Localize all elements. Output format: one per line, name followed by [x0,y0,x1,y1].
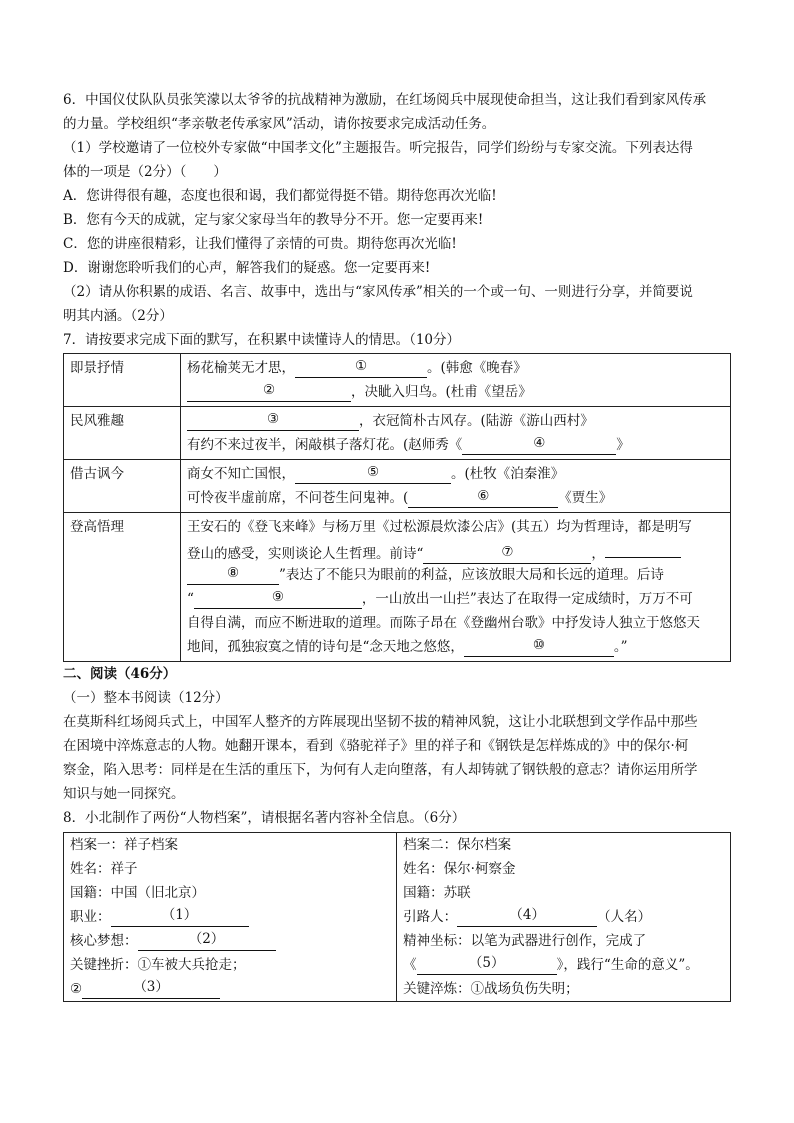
answer-blank[interactable]: （2） [138,932,276,951]
answer-blank[interactable]: （4） [457,908,597,927]
profile-xiangzi: 档案一：祥子档案 姓名：祥子 国籍：中国（旧北京） 职业： （1） 核心梦想： （2） 关键挫折：①车被大兵抢走； ② （3） [64,833,397,1002]
row-content: 杨花榆荚无才思， ① 。(韩愈《晚春》 ② ，决眦入归鸟。(杜甫《望岳》 [181,354,731,407]
row-label: 民风雅趣 [64,407,181,460]
q8-profile-table [63,832,731,1002]
answer-blank[interactable]: （5） [417,956,557,975]
q6-intro-line2: 的力量。学校组织“孝亲敬老传承家风”活动，请你按要求完成活动任务。 [63,116,496,132]
answer-blank[interactable] [605,539,681,558]
answer-blank[interactable]: ⑩ [464,638,614,657]
q6-option-d: D．谢谢您聆听我们的心声，解答我们的疑惑。您一定要再来! [63,260,431,276]
answer-blank[interactable]: ① [295,359,427,378]
answer-blank[interactable]: ⑤ [295,465,451,484]
reading-paragraph-line: 在困境中淬炼意志的人物。她翻开课本，看到《骆驼祥子》里的祥子和《钢铁是怎样炼成的》中的保尔·柯 [63,738,689,754]
reading-paragraph-line: 察金，陷入思考：同样是在生活的重压下，为何有人走向堕落，有人却铸就了钢铁般的意志？请你运用所学 [63,762,698,778]
row-label: 借古讽今 [64,460,181,513]
answer-blank[interactable]: ② [187,383,351,402]
reading-paragraph-line: 知识与她一同探究。 [63,786,185,802]
answer-blank[interactable]: ⑥ [408,489,558,508]
table-row [64,513,731,662]
answer-blank[interactable]: ⑨ [194,590,362,609]
q6-option-c: C．您的讲座很精彩，让我们懂得了亲情的可贵。期待您再次光临! [63,236,457,252]
answer-blank[interactable]: ④ [462,436,616,455]
q6-part1-line1: （1）学校邀请了一位校外专家做“中国孝文化”主题报告。听完报告，同学们纷纷与专家交流。下列表达得 [63,140,693,156]
q6-option-a: A．您讲得很有趣，态度也很和谒，我们都觉得挺不错。期待您再次光临! [63,188,497,204]
row-label: 登高悟理 [64,513,181,662]
answer-blank[interactable]: ⑧ [187,566,279,585]
q6-option-b: B．您有今天的成就，定与家父家母当年的教导分不开。您一定要再来! [63,212,484,228]
table-row [64,407,731,460]
q8-title: 8．小北制作了两份“人物档案”，请根据名著内容补全信息。（6分） [63,810,466,826]
q7-title: 7．请按要求完成下面的默写，在积累中读懂诗人的情思。（10分） [63,332,461,348]
q6-part2-line1: （2）请从你积累的成语、名言、故事中，选出与“家风传承”相关的一个或一句、一则进行分享，并简要说 [63,284,693,300]
table-row [64,460,731,513]
q6-intro-line1: 6．中国仪仗队队员张笑濛以太爷爷的抗战精神为激励，在红场阅兵中展现使命担当，这让我们看到家风传承 [63,92,707,108]
answer-blank[interactable]: （1） [111,908,249,927]
q7-dictation-table [63,353,731,662]
q6-part2-line2: 明其内涵。（2分） [63,308,173,324]
row-content: ③ ，衣冠简朴古风存。(陆游《游山西村》 有约不来过夜半，闲敲棋子落灯花。(赵师秀《 ④ 》 [181,407,731,460]
profile-paul: 档案二：保尔档案 姓名：保尔·柯察金 国籍：苏联 引路人： （4） （人名） 精神坐标：以笔为武器进行创作，完成了 《 （5） 》，践行“生命的意义”。 关键淬炼：①战场负伤失明； [397,833,731,1002]
row-content: 商女不知亡国恨， ⑤ 。(杜牧《泊秦淮》 可怜夜半虚前席，不问苍生问鬼神。( ⑥ 《贾生》 [181,460,731,513]
section-title-reading: 二、阅读（46分） [63,666,177,682]
subsection-title: （一）整本书阅读（12分） [63,690,229,706]
answer-blank[interactable]: ⑦ [423,545,591,564]
exam-page [63,88,731,1002]
row-label: 即景抒情 [64,354,181,407]
reading-paragraph-line: 在莫斯科红场阅兵式上，中国军人整齐的方阵展现出坚韧不拔的精神风貌，这让小北联想到文学作品中那些 [63,714,698,730]
answer-blank[interactable]: ③ [187,412,359,431]
q6-part1-line2: 体的一项是（2分）（ ） [63,164,227,180]
table-row [64,354,731,407]
table-row [64,833,731,1002]
answer-blank[interactable]: （3） [82,980,220,999]
row-content: 王安石的《登飞来峰》与杨万里《过松源晨炊漆公店》(其五）均为哲理诗，都是明写 登山的感受，实则谈论人生哲理。前诗“ ⑦ ， ⑧ ”表达了不能只为眼前的利益，应该放眼大局和长远的道理。后诗 “ ⑨ ，一山放出一山拦”表达了在取得一定成绩时，万万不可 自得自满，而应不断进取的道理。而陈子昂在《登幽州台歌》中抒发诗人独立于悠悠天 地间，孤独寂寞之情的诗句是“念天地之悠悠， ⑩ 。” [181,513,731,662]
